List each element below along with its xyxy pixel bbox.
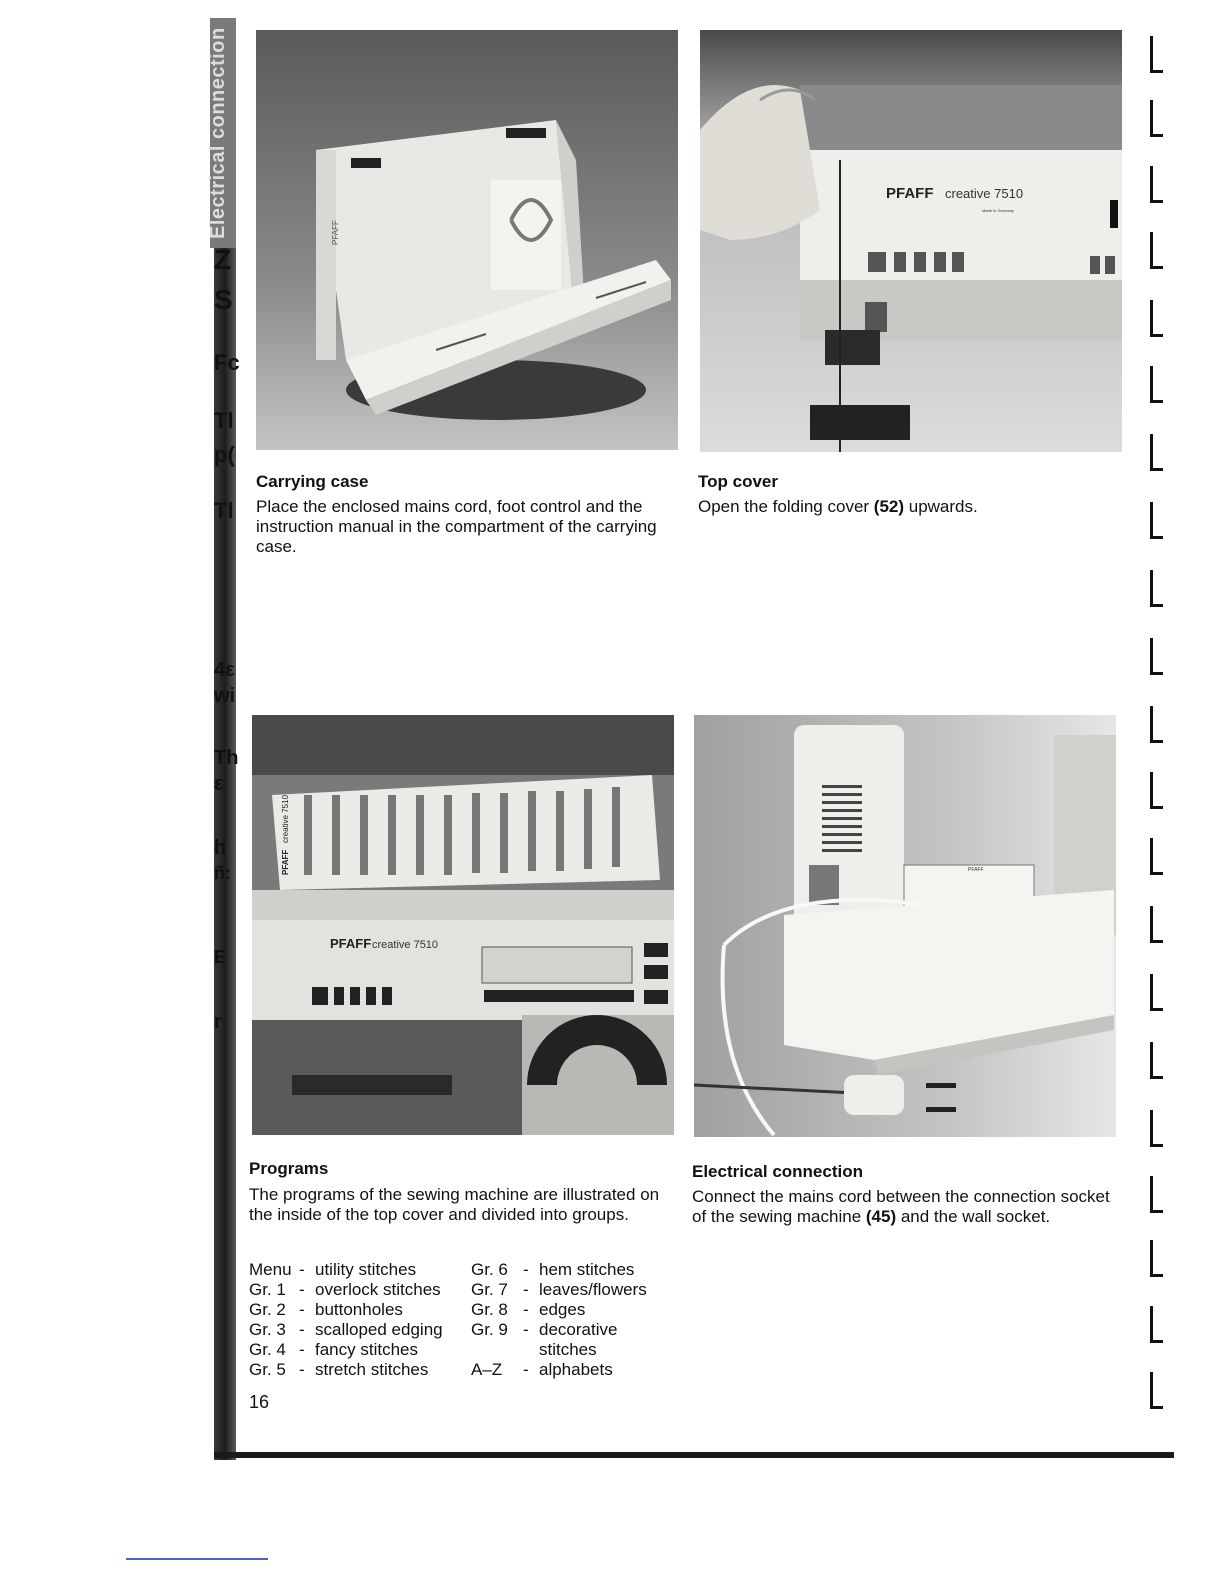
group-sep: - [299,1260,305,1279]
carrying-case-photo [256,30,678,450]
group-label: A–Z [471,1360,503,1379]
electrical-connection-heading: Electrical connection [692,1162,863,1181]
group-desc: overlock stitches [315,1280,441,1299]
machine-brand-label-2: PFAFF [330,936,372,951]
bottom-rule [214,1452,1174,1458]
edge-fragment: E [214,947,227,967]
group-desc: edges [539,1300,586,1319]
edge-fragment: ñ: [214,863,231,883]
edge-tab-mark [1150,1306,1163,1343]
edge-fragment: p( [214,442,235,467]
group-label: Gr. 5 [249,1360,286,1379]
edge-fragment: wi [214,685,236,707]
top-cover-ref: (52) [873,497,905,516]
electrical-connection-photo [694,715,1116,1137]
made-in-label: Made in Germany [982,208,1014,213]
group-label: Gr. 3 [249,1320,286,1339]
edge-tab-mark [1150,232,1163,269]
group-desc: hem stitches [539,1260,635,1279]
group-label: Gr. 2 [249,1300,286,1319]
top-cover-heading: Top cover [698,472,778,491]
edge-fragment: 4ε [214,659,235,681]
group-desc: stretch stitches [315,1360,429,1379]
program-group-row [249,1260,443,1280]
edge-fragment: h [214,837,227,859]
group-sep: - [299,1340,305,1359]
electrical-connection-text-after: and the wall socket. [896,1207,1051,1226]
program-group-row [249,1320,443,1340]
cover-brand-label: PFAFF [281,849,290,875]
edge-fragment: Fc [214,350,240,375]
group-label: Gr. 4 [249,1340,286,1359]
program-group-row [249,1280,443,1300]
edge-tab-mark [1150,1176,1163,1213]
group-desc: scalloped edging [315,1320,443,1339]
group-sep: - [299,1360,305,1379]
program-groups-right [471,1260,647,1380]
program-group-row [471,1300,647,1320]
edge-fragment: Th [214,747,239,769]
edge-tab-mark [1150,1042,1163,1079]
program-group-row [471,1280,647,1300]
carrying-case-text: Place the enclosed mains cord, foot control and the instruction manual in the compartment of the carrying case. [256,497,657,556]
electrical-connection-ref: (45) [865,1207,897,1226]
group-label: Gr. 6 [471,1260,508,1279]
program-groups-left [249,1260,443,1380]
carrying-case-heading: Carrying case [256,472,369,491]
edge-fragment: r [214,1011,222,1033]
edge-tab-mark [1150,974,1163,1011]
program-group-row [249,1300,443,1320]
edge-tab-mark [1150,1372,1163,1409]
edge-tab-mark [1150,366,1163,403]
machine-model-label-2: creative 7510 [372,939,439,951]
edge-tab-mark [1150,772,1163,809]
group-label: Gr. 7 [471,1280,508,1299]
group-sep: - [299,1280,305,1299]
program-group-row [471,1320,647,1340]
edge-tab-mark [1150,502,1163,539]
edge-tab-mark [1150,906,1163,943]
group-label: Gr. 1 [249,1280,286,1299]
program-group-row [471,1360,647,1380]
group-desc: fancy stitches [315,1340,418,1359]
footer-line [126,1558,268,1560]
group-desc: leaves/flowers [539,1280,647,1299]
edge-fragment: Z [214,244,232,275]
programs-photo [252,715,674,1135]
chapter-tab-label: Electrical connection [207,27,229,239]
program-group-row [249,1340,443,1360]
edge-fragment: ε [214,773,224,795]
edge-fragment: S [214,284,233,315]
group-sep: - [523,1320,529,1339]
group-sep: - [299,1300,305,1319]
edge-tab-mark [1150,638,1163,675]
edge-tab-mark [1150,36,1163,73]
edge-tab-mark [1150,1240,1163,1277]
socket-brand-label: PFAFF [968,867,984,873]
program-group-row [249,1360,443,1380]
group-desc: utility stitches [315,1260,417,1279]
edge-tab-mark [1150,570,1163,607]
edge-fragment: Tl [214,498,234,523]
page-number: 16 [249,1392,270,1412]
group-sep: - [523,1260,529,1279]
edge-tab-mark [1150,838,1163,875]
edge-tab-mark [1150,166,1163,203]
group-desc: decorative [539,1320,618,1339]
group-desc: stitches [539,1340,597,1359]
edge-tab-mark [1150,706,1163,743]
group-sep: - [299,1320,305,1339]
edge-tab-mark [1150,300,1163,337]
group-desc: alphabets [539,1360,613,1379]
machine-model-label: creative 7510 [945,186,1024,201]
electrical-connection-text [692,1187,1112,1227]
top-cover-text-after: upwards. [904,497,978,516]
programs-heading: Programs [249,1159,329,1178]
programs-text: The programs of the sewing machine are illustrated on the inside of the top cover and divided into groups. [249,1185,660,1224]
top-cover-photo [700,30,1122,452]
group-sep: - [523,1280,529,1299]
top-cover-text-before: Open the folding cover [698,497,874,516]
cover-model-label: creative 7510 [281,794,290,843]
edge-fragment: Tl [214,408,234,433]
group-label: Menu [249,1260,292,1279]
group-sep: - [523,1360,529,1379]
electrical-connection-text-before: Connect the mains cord between the connection socket of the sewing machine [692,1187,1110,1226]
program-group-row [471,1260,647,1280]
group-desc: buttonholes [315,1300,403,1319]
program-group-row [471,1340,647,1360]
top-cover-text [698,497,1118,517]
case-brand-label: PFAFF [331,220,340,245]
group-label: Gr. 8 [471,1300,508,1319]
group-label: Gr. 9 [471,1320,508,1339]
edge-tab-mark [1150,1110,1163,1147]
group-sep: - [523,1300,529,1319]
machine-brand-label: PFAFF [886,185,934,202]
edge-tab-mark [1150,100,1163,137]
edge-tab-mark [1150,434,1163,471]
